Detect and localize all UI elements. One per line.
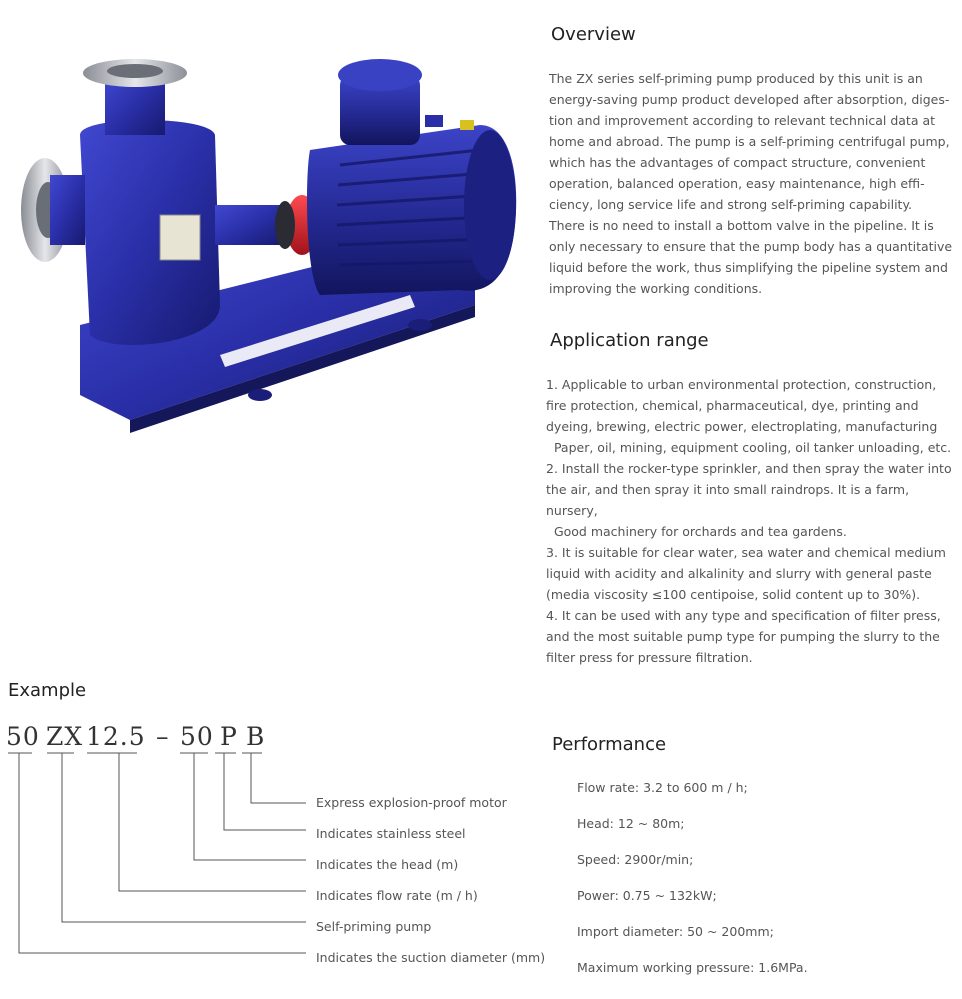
- overview-line: improving the working conditions.: [549, 281, 763, 296]
- application-line: the air, and then spray it into small raindrops. It is a farm,: [546, 482, 910, 497]
- code-part: P: [220, 722, 238, 751]
- legend-label: Self-priming pump: [316, 919, 432, 934]
- overview-line: energy-saving pump product developed after absorption, diges-: [549, 92, 950, 107]
- application-line: Paper, oil, mining, equipment cooling, oil tanker unloading, etc.: [546, 440, 952, 455]
- legend-label: Indicates stainless steel: [316, 826, 466, 841]
- overview-line: There is no need to install a bottom valve in the pipeline. It is: [549, 218, 934, 233]
- application-line: and the most suitable pump type for pumping the slurry to the: [546, 629, 940, 644]
- performance-item: Flow rate: 3.2 to 600 m / h;: [577, 780, 748, 795]
- performance-title: Performance: [552, 734, 667, 755]
- application-line: Good machinery for orchards and tea gardens.: [546, 524, 847, 539]
- performance-item: Power: 0.75 ~ 132kW;: [577, 888, 717, 903]
- code-part: 12.5: [86, 722, 146, 751]
- code-part: B: [246, 722, 266, 751]
- overview-line: The ZX series self-priming pump produced by this unit is an: [549, 71, 923, 86]
- overview-line: which has the advantages of compact structure, convenient: [549, 155, 926, 170]
- application-line: 4. It can be used with any type and specification of filter press,: [546, 608, 941, 623]
- code-part: –: [156, 722, 170, 751]
- application-line: nursery,: [546, 503, 598, 518]
- application-line: filter press for pressure filtration.: [546, 650, 753, 665]
- overview-line: ciency, long service life and strong self-priming capability.: [549, 197, 913, 212]
- performance-item: Maximum working pressure: 1.6MPa.: [577, 960, 808, 975]
- overview-line: tion and improvement according to relevant technical data at: [549, 113, 936, 128]
- code-part: ZX: [46, 722, 84, 751]
- overview-line: operation, balanced operation, easy maintenance, high effi-: [549, 176, 925, 191]
- application-line: fire protection, chemical, pharmaceutical, dye, printing and: [546, 398, 919, 413]
- overview-line: only necessary to ensure that the pump body has a quantitative: [549, 239, 953, 254]
- example-title: Example: [8, 680, 87, 701]
- overview-line: liquid before the work, thus simplifying the pipeline system and: [549, 260, 948, 275]
- overview-line: home and abroad. The pump is a self-priming centrifugal pump,: [549, 134, 950, 149]
- application-line: 2. Install the rocker-type sprinkler, and then spray the water into: [546, 461, 952, 476]
- code-part: 50: [6, 722, 40, 751]
- application-line: 1. Applicable to urban environmental protection, construction,: [546, 377, 937, 392]
- legend-label: Indicates flow rate (m / h): [316, 888, 478, 903]
- application-line: liquid with acidity and alkalinity and slurry with general paste: [546, 566, 932, 581]
- performance-item: Import diameter: 50 ~ 200mm;: [577, 924, 774, 939]
- legend-label: Express explosion-proof motor: [316, 795, 507, 810]
- code-part: 50: [180, 722, 214, 751]
- application-title: Application range: [550, 330, 709, 351]
- performance-item: Speed: 2900r/min;: [577, 852, 694, 867]
- application-line: (media viscosity ≤100 centipoise, solid content up to 30%).: [546, 587, 921, 602]
- legend-label: Indicates the suction diameter (mm): [316, 950, 546, 965]
- application-line: dyeing, brewing, electric power, electroplating, manufacturing: [546, 419, 938, 434]
- legend-label: Indicates the head (m): [316, 857, 459, 872]
- application-line: 3. It is suitable for clear water, sea water and chemical medium: [546, 545, 946, 560]
- performance-item: Head: 12 ~ 80m;: [577, 816, 685, 831]
- overview-title: Overview: [551, 24, 636, 45]
